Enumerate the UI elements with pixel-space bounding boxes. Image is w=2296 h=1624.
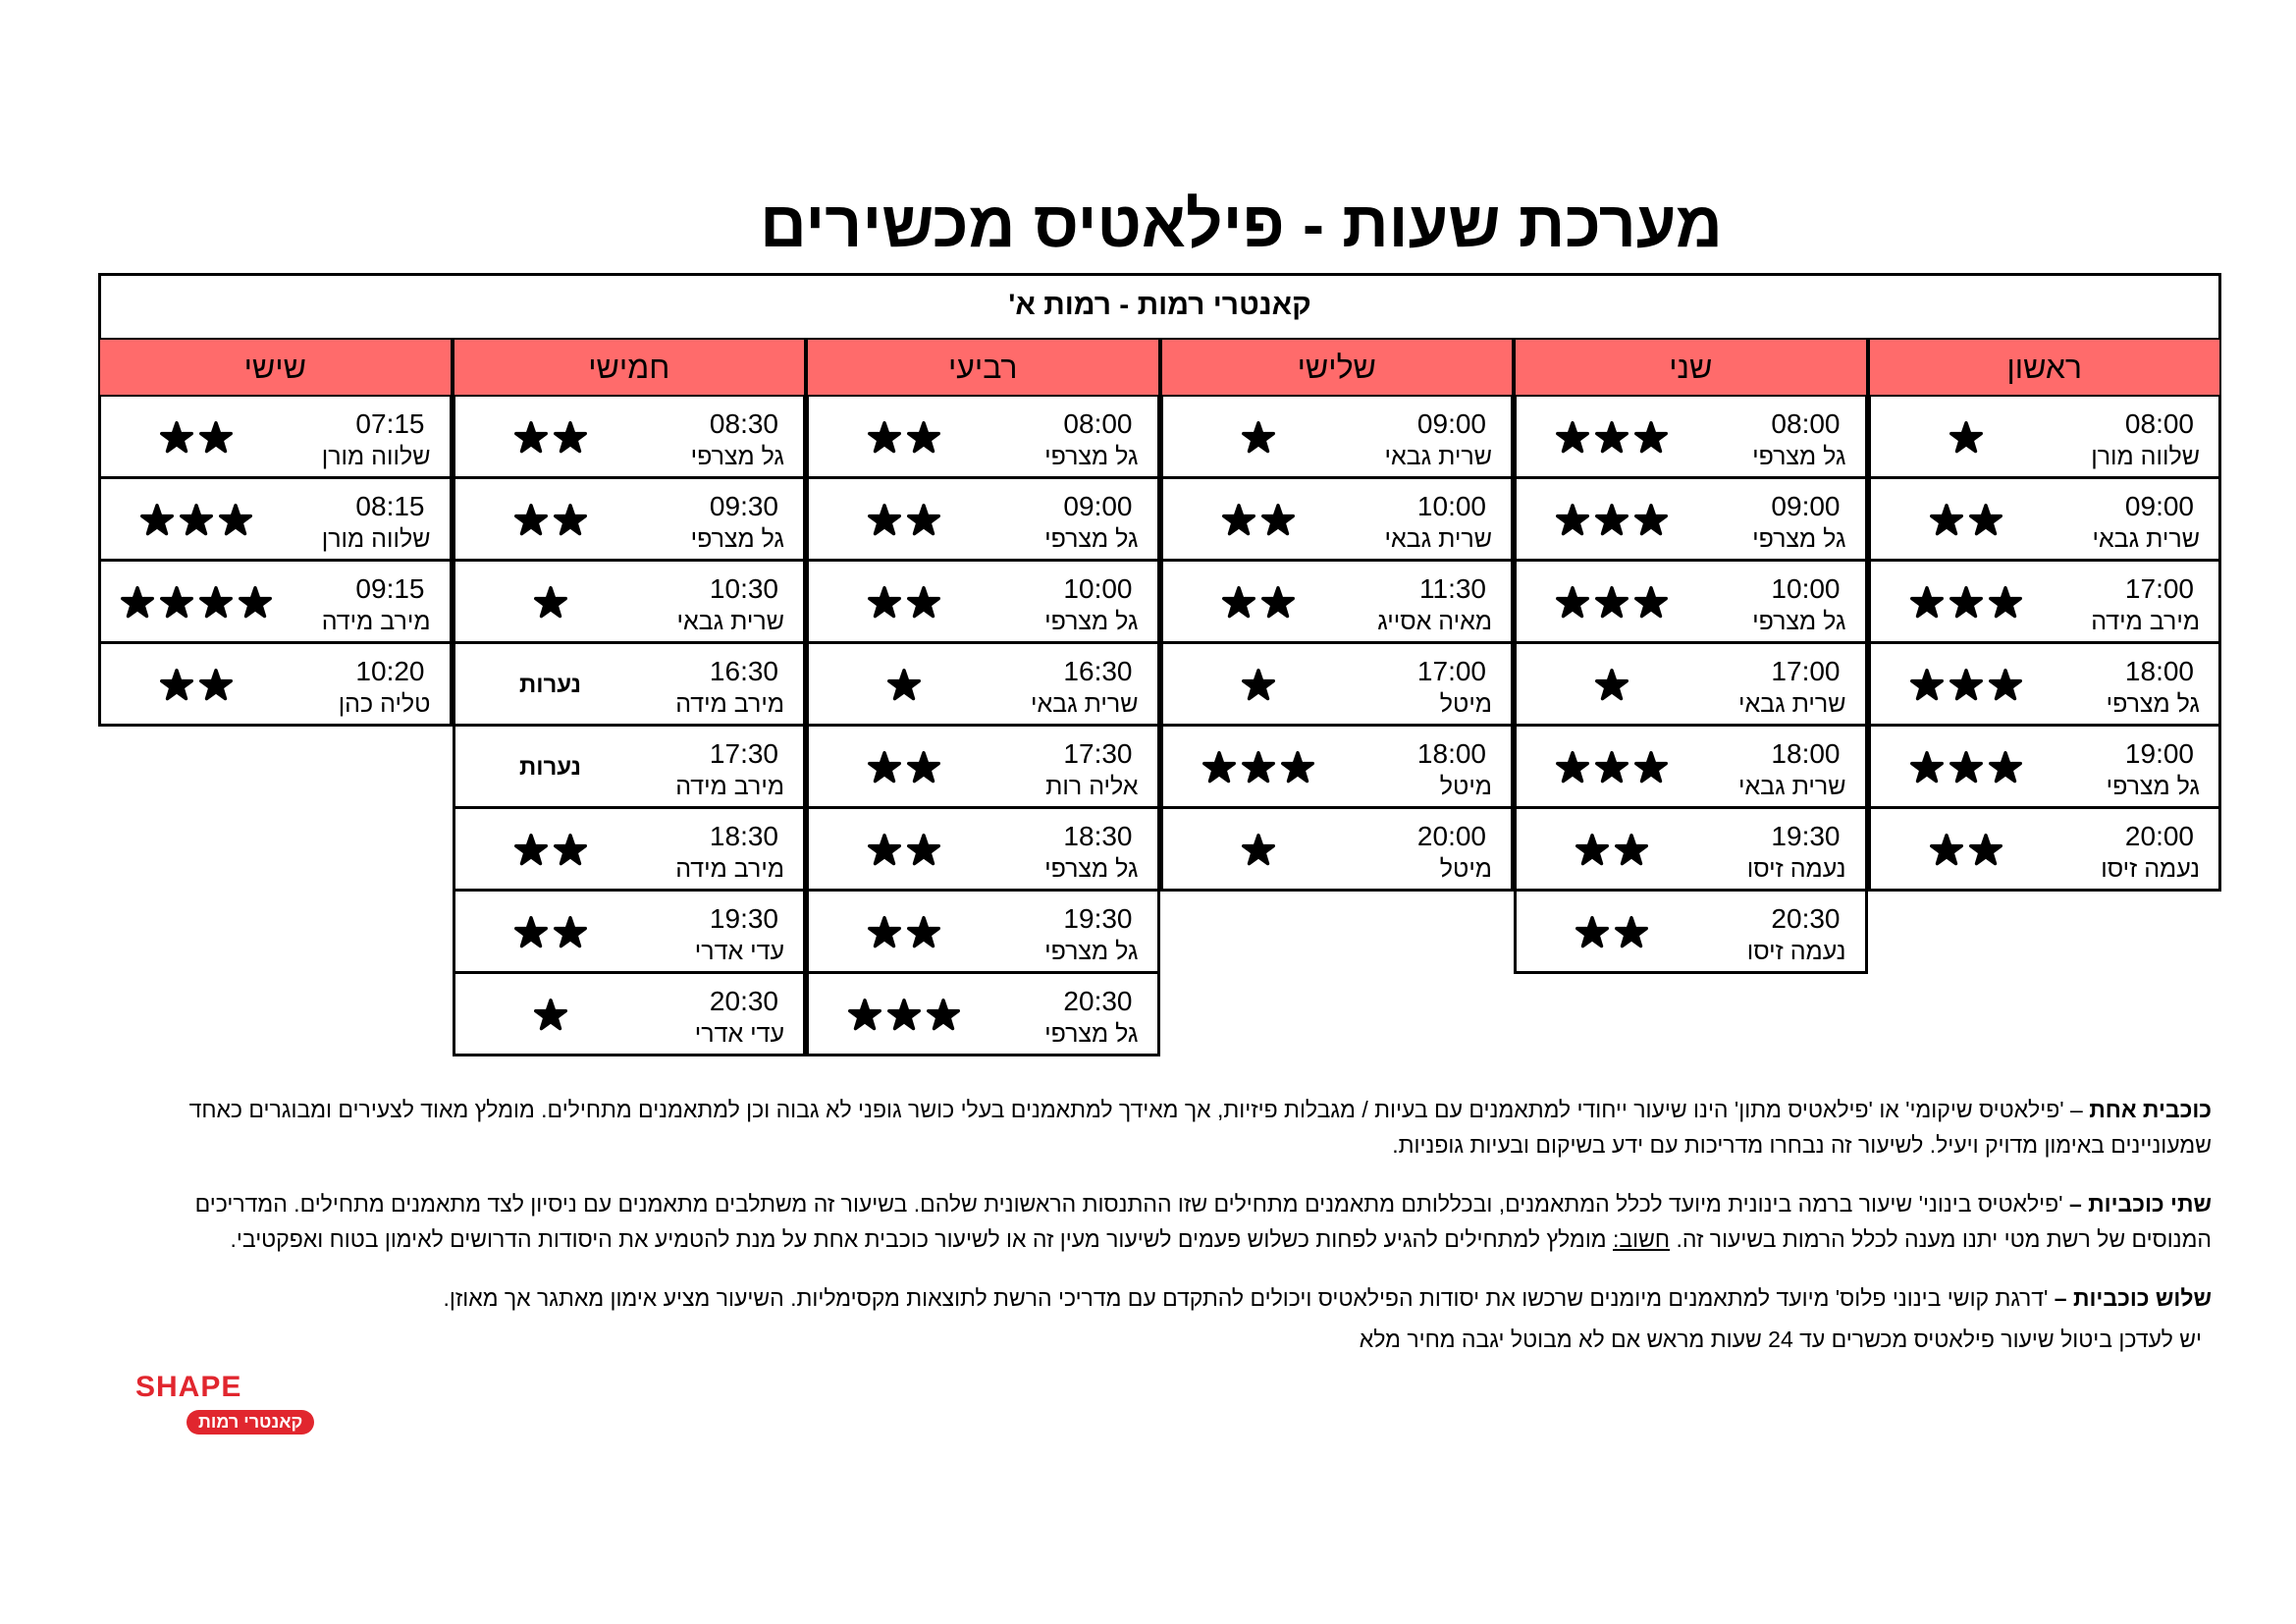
class-instructor: גל מצרפי: [2106, 773, 2200, 800]
column-border: [1865, 397, 1868, 974]
class-time: 10:20: [355, 656, 425, 686]
class-instructor: גל מצרפי: [1044, 525, 1139, 553]
star-icon: [927, 999, 960, 1032]
class-time: 10:00: [1771, 573, 1841, 604]
class-time: 20:30: [709, 986, 778, 1016]
star-icon: [239, 586, 272, 620]
class-instructor: מירב מידה: [675, 773, 784, 800]
class-cell: [453, 727, 807, 809]
note-two-star-text: 'פילאטיס בינוני' שיעור ברמה בינונית מיועד לכלל המתאמנים, ובכללותם מתאמנים מתחילים שזו ההתנסות הראשונית שלהם. בשיעור זה משתלבים מתאמנים עם ניסיון לצד מתאמנים מתחילים. המדריכים המנוסים של רשת מטי יתנו מענה לכלל הרמות בשיעור זה.: [194, 1191, 2212, 1252]
star-icon: [1595, 504, 1629, 537]
class-time: 10:00: [1063, 573, 1133, 604]
class-cell: [806, 974, 1160, 1056]
star-icon: [160, 421, 193, 455]
class-time: 07:15: [355, 408, 425, 439]
star-icon: [1615, 916, 1648, 949]
class-cell: [1160, 479, 1515, 562]
star-icon: [907, 751, 940, 785]
class-level-stars: [1868, 397, 2064, 479]
star-icon: [848, 999, 881, 1032]
class-level-stars: [1514, 644, 1710, 727]
note-one-star-text: – 'פילאטיס שיקומי' או 'פילאטיס מתון' הינו שיעור ייחודי למתאמנים עם בעיות / מגבלות פיזיות, אך מאידך למתאמנים בעלי כושר גופני לא גבוה וכן למתאמנים מתחילים. מומלץ מאוד לצעירים ומבוגרים כאחד שמעוניינים באימון מדויק ויעיל. לשיעור זה נבחרו מדריכות עם ידע בשיקום ובעיות גופניות.: [188, 1097, 2212, 1158]
star-icon: [1575, 916, 1609, 949]
class-level-stars: [806, 727, 1002, 809]
class-cell: [806, 727, 1160, 809]
star-icon: [140, 504, 174, 537]
class-cell: [1868, 397, 2222, 479]
class-time: 09:15: [355, 573, 425, 604]
star-icon: [160, 586, 193, 620]
star-icon: [1595, 586, 1629, 620]
column-border: [806, 397, 809, 1056]
class-instructor: נעמה זיסו: [1746, 938, 1846, 965]
class-time: 17:30: [709, 738, 778, 769]
class-time: 08:00: [1771, 408, 1841, 439]
class-level-stars: [1160, 562, 1357, 644]
class-time: 09:30: [709, 491, 778, 521]
class-cell: [1868, 809, 2222, 892]
class-time: 09:00: [1771, 491, 1841, 521]
class-cell: [1160, 809, 1515, 892]
class-level-stars: [1514, 562, 1710, 644]
shape-logo: [135, 1371, 361, 1439]
class-cell: [453, 397, 807, 479]
column-border: [803, 397, 806, 1056]
class-instructor: מירב מידה: [675, 855, 784, 883]
class-level-stars: [453, 974, 649, 1056]
class-level-stars: [98, 397, 294, 479]
star-icon: [1949, 421, 1983, 455]
column-border: [98, 397, 101, 727]
class-cell: [1160, 727, 1515, 809]
class-instructor: מאיה אסייג: [1377, 608, 1492, 635]
class-level-stars: [453, 892, 649, 974]
class-cell: [1514, 479, 1868, 562]
star-icon: [1634, 751, 1668, 785]
star-icon: [1910, 751, 1944, 785]
class-cell: [806, 479, 1160, 562]
star-icon: [199, 421, 233, 455]
class-cell: [1868, 562, 2222, 644]
star-icon: [1595, 421, 1629, 455]
class-level-stars: [1868, 644, 2064, 727]
star-icon: [199, 586, 233, 620]
star-icon: [1556, 504, 1589, 537]
star-icon: [1242, 669, 1275, 702]
class-level-stars: [1160, 809, 1357, 892]
class-time: 17:00: [1416, 656, 1486, 686]
star-icon: [1261, 504, 1295, 537]
class-level-stars: [1868, 479, 2064, 562]
class-cell: [98, 397, 453, 479]
class-level-stars: [806, 809, 1002, 892]
star-icon: [1242, 421, 1275, 455]
column-border: [1160, 397, 1163, 892]
class-time: 20:30: [1771, 903, 1841, 934]
day-header: ראשון: [1868, 338, 2222, 397]
page-title: מערכת שעות - פילאטיס מכשירים: [760, 188, 1723, 260]
class-level-stars: [1514, 397, 1710, 479]
star-icon: [1222, 504, 1255, 537]
class-level-stars: [1160, 727, 1357, 809]
class-instructor: גל מצרפי: [1044, 1020, 1139, 1048]
column-border: [1511, 397, 1514, 892]
star-icon: [1595, 669, 1629, 702]
star-icon: [907, 586, 940, 620]
day-header: שלישי: [1160, 338, 1515, 397]
column-border: [1868, 397, 1871, 892]
class-time: 09:00: [1416, 408, 1486, 439]
class-cell: [806, 562, 1160, 644]
class-instructor: שלווה מורן: [2091, 443, 2200, 470]
class-cell: [1514, 809, 1868, 892]
class-cell: [1160, 644, 1515, 727]
note-three-star: [170, 1280, 2212, 1316]
class-instructor: שרית גבאי: [1737, 690, 1846, 718]
star-icon: [554, 421, 587, 455]
star-icon: [868, 916, 901, 949]
star-icon: [907, 421, 940, 455]
star-icon: [868, 586, 901, 620]
class-instructor: גל מצרפי: [1752, 525, 1846, 553]
column-border: [453, 397, 455, 1056]
class-time: 16:30: [1063, 656, 1133, 686]
class-instructor: גל מצרפי: [1752, 443, 1846, 470]
class-instructor: נעמה זיסו: [2101, 855, 2200, 883]
class-instructor: אליה רות: [1045, 773, 1139, 800]
class-instructor: שרית גבאי: [1384, 443, 1492, 470]
class-cell: [453, 562, 807, 644]
star-icon: [907, 504, 940, 537]
class-cell: [453, 479, 807, 562]
class-cell: [1514, 727, 1868, 809]
class-cell: [98, 562, 453, 644]
logo-brand: SHAPE: [135, 1371, 242, 1403]
class-time: 17:00: [1771, 656, 1841, 686]
class-instructor: מיטל: [1439, 855, 1492, 883]
class-instructor: שרית גבאי: [2092, 525, 2200, 553]
star-icon: [1634, 421, 1668, 455]
class-cell: [806, 809, 1160, 892]
class-cell: [453, 974, 807, 1056]
class-level-stars: [453, 397, 649, 479]
class-cell: [1514, 562, 1868, 644]
note-three-star-label: שלוש כוכביות –: [2054, 1285, 2212, 1311]
class-level-stars: [1514, 727, 1710, 809]
star-icon: [1202, 751, 1236, 785]
star-icon: [180, 504, 213, 537]
class-instructor: נעמה זיסו: [1746, 855, 1846, 883]
star-icon: [868, 504, 901, 537]
class-instructor: מירב מידה: [675, 690, 784, 718]
star-icon: [1910, 669, 1944, 702]
class-instructor: שלווה מורן: [321, 443, 431, 470]
class-cell: [1514, 397, 1868, 479]
star-icon: [1556, 586, 1589, 620]
class-time: 16:30: [709, 656, 778, 686]
class-level-stars: [806, 892, 1002, 974]
class-time: 17:30: [1063, 738, 1133, 769]
class-time: 19:30: [1063, 903, 1133, 934]
star-icon: [868, 421, 901, 455]
class-time: 18:00: [1416, 738, 1486, 769]
star-icon: [554, 916, 587, 949]
class-level-stars: [98, 644, 294, 727]
note-three-star-text: 'דרגת קושי בינוני פלוס' מיועד למתאמנים מיומנים שרכשו את יסודות הפילאטיס ויכולים להתקדם עם מדריכי הרשת לתוצאות מקסימליות. השיעור מציע אימון מאתגר אך מאוזן.: [443, 1285, 2055, 1311]
star-icon: [1949, 751, 1983, 785]
star-icon: [1989, 669, 2022, 702]
star-icon: [1969, 504, 2002, 537]
day-header: רביעי: [806, 338, 1160, 397]
day-header: שני: [1514, 338, 1868, 397]
class-time: 08:30: [709, 408, 778, 439]
class-time: 20:30: [1063, 986, 1133, 1016]
class-cell: [453, 892, 807, 974]
star-icon: [1242, 834, 1275, 867]
star-icon: [868, 834, 901, 867]
column-border: [450, 397, 453, 727]
star-icon: [554, 834, 587, 867]
class-instructor: שרית גבאי: [1737, 773, 1846, 800]
class-cell: [1868, 644, 2222, 727]
class-instructor: גל מצרפי: [1044, 938, 1139, 965]
star-icon: [1281, 751, 1314, 785]
class-level-stars: [1514, 479, 1710, 562]
class-time: 11:30: [1419, 573, 1486, 604]
class-cell: [98, 644, 453, 727]
class-time: 19:30: [709, 903, 778, 934]
column-border: [1157, 397, 1160, 1056]
star-icon: [554, 504, 587, 537]
logo-tagline: קאנטרי רמות: [187, 1410, 314, 1435]
note-two-star-label: שתי כוכביות –: [2068, 1191, 2212, 1217]
class-level-stars: [806, 562, 1002, 644]
cancellation-note: יש לעדכן ביטול שיעור פילאטיס מכשרים עד 24 שעות מראש אם לא מבוטל יגבה מחיר מלא: [1359, 1326, 2202, 1352]
note-important-label: חשוב:: [1613, 1226, 1671, 1252]
star-icon: [907, 834, 940, 867]
star-icon: [1615, 834, 1648, 867]
star-icon: [887, 669, 921, 702]
class-level-stars: [806, 974, 1002, 1056]
class-time: 10:00: [1416, 491, 1486, 521]
class-cell: [1514, 892, 1868, 974]
class-time: 18:30: [709, 821, 778, 851]
class-level-stars: [98, 562, 294, 644]
star-icon: [1634, 586, 1668, 620]
star-icon: [1910, 586, 1944, 620]
star-icon: [1595, 751, 1629, 785]
note-one-star-label: כוכבית אחת: [2089, 1097, 2212, 1122]
star-icon: [1222, 586, 1255, 620]
class-time: 09:00: [2124, 491, 2194, 521]
star-icon: [1242, 751, 1275, 785]
class-instructor: גל מצרפי: [690, 525, 784, 553]
star-icon: [514, 421, 548, 455]
schedule-table: [98, 273, 2221, 1058]
class-instructor: מירב מידה: [2091, 608, 2200, 635]
class-instructor: שרית גבאי: [1030, 690, 1139, 718]
star-icon: [534, 586, 567, 620]
star-icon: [1969, 834, 2002, 867]
column-border: [2218, 397, 2221, 892]
star-icon: [887, 999, 921, 1032]
class-instructor: עדי אדרי: [694, 1020, 784, 1048]
class-instructor: גל מצרפי: [1044, 443, 1139, 470]
class-instructor: גל מצרפי: [690, 443, 784, 470]
class-cell: [806, 892, 1160, 974]
class-level-stars: [453, 562, 649, 644]
class-level-stars: [1868, 562, 2064, 644]
class-level-stars: [453, 809, 649, 892]
star-icon: [1930, 834, 1963, 867]
star-icon: [868, 751, 901, 785]
class-instructor: עדי אדרי: [694, 938, 784, 965]
star-icon: [199, 669, 233, 702]
star-icon: [1261, 586, 1295, 620]
class-level-stars: [1868, 809, 2064, 892]
star-icon: [1989, 586, 2022, 620]
note-two-star: [170, 1186, 2212, 1257]
class-cell: [453, 644, 807, 727]
star-icon: [1556, 421, 1589, 455]
class-instructor: גל מצרפי: [2106, 690, 2200, 718]
class-level-stars: [806, 479, 1002, 562]
class-instructor: שלווה מורן: [321, 525, 431, 553]
class-instructor: גל מצרפי: [1044, 855, 1139, 883]
star-icon: [907, 916, 940, 949]
class-cell: [453, 809, 807, 892]
star-icon: [1930, 504, 1963, 537]
class-instructor: מירב מידה: [321, 608, 431, 635]
location-header: קאנטרי רמות - רמות א': [98, 273, 2221, 338]
class-cell: [806, 644, 1160, 727]
class-time: 20:00: [2124, 821, 2194, 851]
class-time: 19:00: [2124, 738, 2194, 769]
star-icon: [514, 834, 548, 867]
note-one-star: [170, 1092, 2212, 1163]
class-time: 18:00: [1771, 738, 1841, 769]
star-icon: [1989, 751, 2022, 785]
class-time: 19:30: [1771, 821, 1841, 851]
class-cell: [1868, 727, 2222, 809]
star-icon: [514, 916, 548, 949]
class-cell: [1514, 644, 1868, 727]
class-level-stars: [1160, 397, 1357, 479]
class-level-label: נערות: [519, 672, 581, 698]
class-level-stars: [1514, 809, 1710, 892]
class-cell: [98, 479, 453, 562]
class-level-stars: [806, 397, 1002, 479]
class-time: 08:00: [1063, 408, 1133, 439]
column-border: [1514, 397, 1517, 974]
class-level-stars: [1160, 644, 1357, 727]
class-level-stars: [98, 479, 294, 562]
star-icon: [121, 586, 154, 620]
class-time: 08:00: [2124, 408, 2194, 439]
star-icon: [514, 504, 548, 537]
day-header: חמישי: [453, 338, 807, 397]
class-level-stars: [806, 644, 1002, 727]
class-instructor: מיטל: [1439, 773, 1492, 800]
day-header: שישי: [98, 338, 453, 397]
class-time: 18:30: [1063, 821, 1133, 851]
level-notes: [170, 1092, 2212, 1380]
note-two-star-text-2: מומלץ למתחילים להגיע לפחות כשלוש פעמים לשיעור מעין זה או לשיעור כוכבית אחת על מנת להטמיע את היסודות הדרושים לאימון בטוח ואפקטיבי.: [230, 1226, 1613, 1252]
class-instructor: שרית גבאי: [1384, 525, 1492, 553]
class-level-stars: [1160, 479, 1357, 562]
star-icon: [1949, 669, 1983, 702]
class-level-label: נערות: [519, 754, 581, 781]
star-icon: [1949, 586, 1983, 620]
class-cell: [1868, 479, 2222, 562]
star-icon: [1556, 751, 1589, 785]
class-time: 08:15: [355, 491, 425, 521]
class-instructor: גל מצרפי: [1044, 608, 1139, 635]
class-instructor: שרית גבאי: [676, 608, 784, 635]
star-icon: [219, 504, 252, 537]
class-level-stars: [1868, 727, 2064, 809]
star-icon: [1634, 504, 1668, 537]
class-cell: [1160, 397, 1515, 479]
class-time: 17:00: [2124, 573, 2194, 604]
class-time: 10:30: [709, 573, 778, 604]
class-cell: [1160, 562, 1515, 644]
class-cell: [806, 397, 1160, 479]
star-icon: [1575, 834, 1609, 867]
class-level-stars: [1514, 892, 1710, 974]
class-instructor: מיטל: [1439, 690, 1492, 718]
class-instructor: גל מצרפי: [1752, 608, 1846, 635]
star-icon: [534, 999, 567, 1032]
class-time: 18:00: [2124, 656, 2194, 686]
class-level-stars: [453, 479, 649, 562]
class-instructor: טליה כהן: [338, 690, 431, 718]
class-time: 09:00: [1063, 491, 1133, 521]
class-time: 20:00: [1416, 821, 1486, 851]
star-icon: [160, 669, 193, 702]
